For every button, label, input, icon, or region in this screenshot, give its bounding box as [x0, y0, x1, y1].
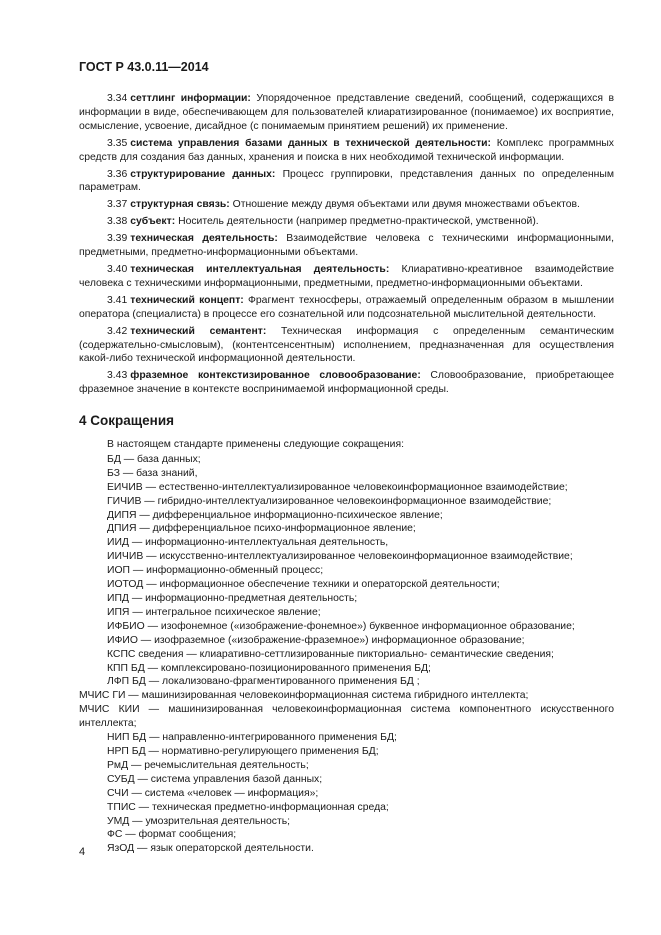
definition-text: Носитель деятельности (например предметно-практической, умственной). [178, 216, 539, 228]
definition-term: субъект: [130, 216, 176, 228]
abbreviation-item: ДИПЯ — дифференциальное информационно-психическое явление; [107, 509, 443, 521]
section-title: 4 Сокращения [79, 413, 174, 429]
abbreviation-item: БЗ — база знаний, [107, 467, 198, 479]
definition-text: Упорядоченное представление сведений, сообщений, содержащихся в информации в виде, обеспечивающем для пользователей клиаратизированное (понимаемое) их восприятие, осмысление, усвоение, дисайдное (с понимаемым принятием решений) их применение. [79, 93, 615, 132]
definition-number: 3.36 [107, 168, 128, 180]
abbreviations-intro: В настоящем стандарте применены следующие сокращения: [107, 439, 404, 451]
abbreviation-item: ТПИС — техническая предметно-информационная среда; [107, 801, 389, 813]
definition-text: Фрагмент техносферы, отражаемый определенным образом в мышлении оператора (специалиста) в процессе его сознательной или подсознательной мыслительной деятельности. [79, 294, 614, 320]
definition-item [79, 294, 614, 322]
definition-text: Комплекс программных средств для создания баз данных, хранения и поиска в них необходимой технической информации. [79, 137, 614, 163]
definition-number: 3.39 [107, 233, 128, 245]
abbreviation-item: ИФБИО — изофонемное («изображение-фонемное») буквенное информационное образование; [107, 620, 575, 632]
definition-item [79, 369, 614, 397]
definition-number: 3.40 [107, 263, 128, 275]
definition-number: 3.42 [107, 325, 128, 337]
abbreviation-item: ИИД — информационно-интеллектуальная деятельность, [107, 537, 389, 549]
abbreviation-item: ИИЧИВ — искусственно-интеллектуализированное человекоинформационное взаимодействие; [107, 551, 573, 563]
abbreviations-block [79, 438, 614, 856]
abbreviation-item: НИП БД — направленно-интегрированного применения БД; [107, 732, 397, 744]
abbreviation-item: УМД — умозрительная деятельность; [107, 815, 291, 827]
document-header: ГОСТ Р 43.0.11—2014 [79, 60, 209, 74]
definition-text: Техническая информация с определенным семантическим (содержательно-смысловым), (контентсенсентным) исполнением, предназначенная для осуществления какой-либо технической информационной деятельности. [79, 325, 614, 365]
definition-term: технический концепт: [130, 294, 244, 306]
abbreviation-item: ГИЧИВ — гибридно-интеллектуализированное человекоинформационное взаимодействие; [107, 495, 552, 507]
abbreviation-item: ЛФП БД — локализовано-фрагментированного применения БД ; [107, 676, 420, 688]
abbreviation-item: СУБД — система управления базой данных; [107, 773, 323, 785]
abbreviation-item: ДПИЯ — дифференциальное психо-информационное явление; [107, 523, 416, 535]
document-body [79, 92, 614, 856]
abbreviation-item: ИПД — информационно-предметная деятельность; [107, 593, 358, 604]
abbreviation-item: ЕИЧИВ — естественно-интеллектуализированное человекоинформационное взаимодействие; [107, 481, 568, 493]
definition-item [79, 168, 614, 196]
definition-term: сеттлинг информации: [130, 93, 251, 104]
definition-item [79, 232, 614, 260]
abbreviation-item: ИОП — информационно-обменный процесс; [107, 565, 324, 577]
definition-text: Взаимодействие человека с техническими информационными, предметными, предметно-информационными объектами. [79, 233, 614, 259]
definition-number: 3.35 [107, 137, 128, 149]
definition-number: 3.43 [107, 370, 128, 382]
definition-item [79, 263, 614, 291]
abbreviation-item: СЧИ — система «человек — информация»; [107, 787, 319, 799]
definition-term: система управления базами данных в технической деятельности: [130, 137, 492, 149]
abbreviation-item: ИОТОД — информационное обеспечение техники и операторской деятельности; [107, 579, 500, 591]
definition-text: Клиаративно-креативное взаимодействие человека с техническими информационными, предметными, предметно-информационными объектами. [79, 263, 615, 289]
definition-term: структурирование данных: [130, 168, 276, 180]
abbreviation-item: ФС — формат сообщения; [107, 829, 237, 841]
definition-item [79, 198, 614, 212]
abbreviation-item: МЧИС КИИ — машинизированная человекоинформационная система компонентного искусственного интеллекта; [79, 704, 614, 730]
abbreviation-item: РмД — речемыслительная деятельность; [107, 759, 309, 771]
definition-text: Процесс группировки, представления данных по определенным параметрам. [79, 168, 615, 194]
abbreviation-item: ИПЯ — интегральное психическое явление; [107, 606, 321, 618]
definition-text: Словообразование, приобретающее фраземное значение в контексте воспринимаемой информационной среды. [79, 370, 615, 396]
abbreviation-item: МЧИС ГИ — машинизированная человекоинформационная система гибридного интеллекта; [79, 690, 529, 702]
page-number: 4 [79, 846, 86, 858]
definition-item [79, 137, 614, 165]
definition-term: технический семантент: [130, 325, 267, 337]
definition-item [79, 92, 614, 134]
definition-term: техническая интеллектуальная деятельность: [130, 263, 390, 275]
definition-term: структурная связь: [130, 199, 230, 211]
definition-text: Отношение между двумя объектами или двумя множествами объектов. [232, 199, 580, 211]
definition-term: техническая деятельность: [130, 233, 278, 245]
definition-term: фраземное контекстизированное словообразование: [130, 370, 421, 382]
abbreviation-item: ЯзОД — язык операторской деятельности. [107, 843, 314, 855]
abbreviations-list [79, 453, 614, 856]
abbreviation-item: БД — база данных; [107, 453, 201, 465]
definition-number: 3.38 [107, 216, 128, 228]
abbreviation-item: ИФИО — изофраземное («изображение-фраземное») информационное образование; [107, 634, 525, 646]
definitions-list [79, 92, 614, 397]
abbreviation-item: КСПС сведения — клиаративно-сеттлизированные пикториально- семантические сведения; [107, 648, 554, 660]
definition-number: 3.41 [107, 294, 128, 306]
definition-number: 3.37 [107, 199, 128, 211]
definition-number: 3.34 [107, 93, 128, 104]
definition-item [79, 215, 614, 229]
definition-item [79, 325, 614, 367]
abbreviation-item: КПП БД — комплексировано-позиционированного применения БД; [107, 662, 431, 674]
abbreviation-item: НРП БД — нормативно-регулирующего применения БД; [107, 745, 379, 757]
